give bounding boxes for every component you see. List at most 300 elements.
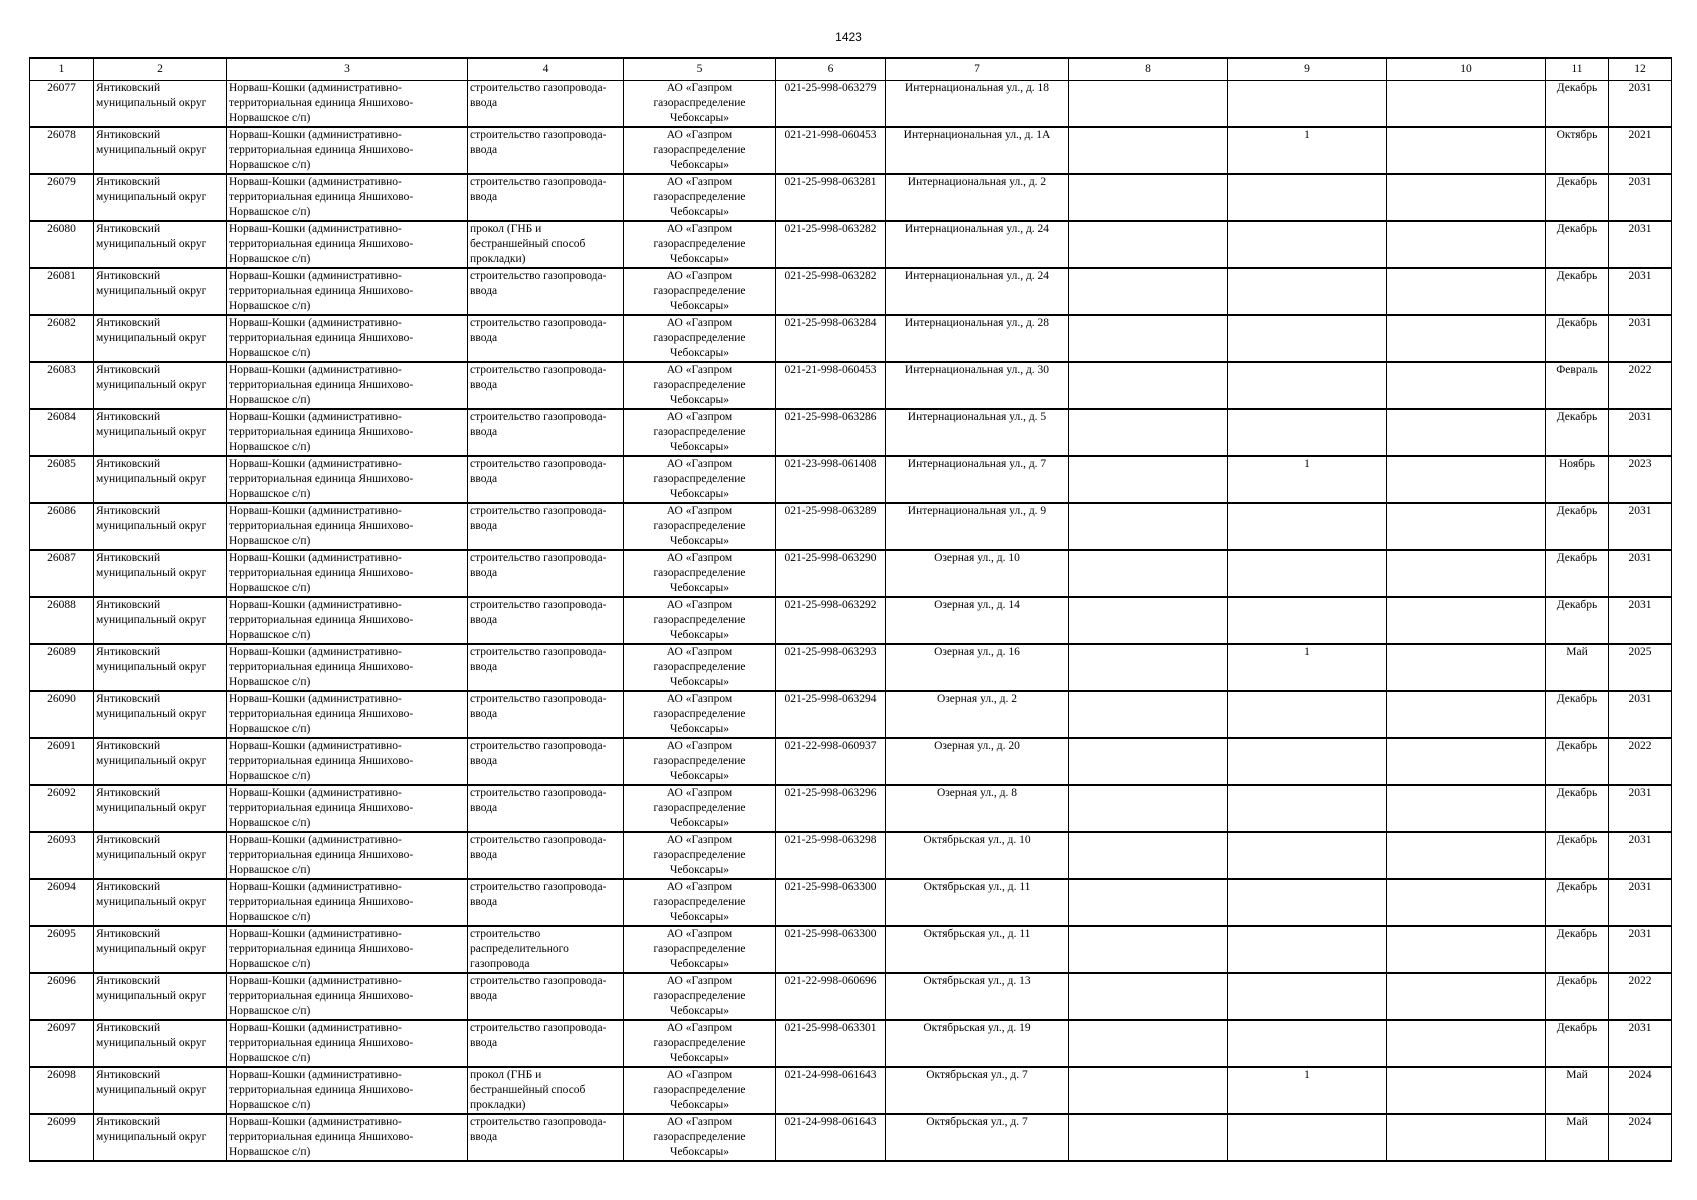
cell-col10: [1387, 503, 1546, 550]
cell-district: Янтиковский муниципальный округ: [94, 738, 227, 785]
cell-col9: [1228, 832, 1387, 879]
cell-month: Декабрь: [1546, 738, 1609, 785]
column-header: 2: [94, 58, 227, 81]
cell-address: Интернациональная ул., д. 5: [886, 409, 1069, 456]
cell-address: Октябрьская ул., д. 11: [886, 926, 1069, 973]
cell-locality: Норваш-Кошки (административно-территориальная единица Яншихово-Норвашское с/п): [227, 1020, 468, 1067]
cell-district: Янтиковский муниципальный округ: [94, 644, 227, 691]
cell-col9: [1228, 597, 1387, 644]
cell-locality: Норваш-Кошки (административно-территориальная единица Яншихово-Норвашское с/п): [227, 691, 468, 738]
cell-month: Декабрь: [1546, 1020, 1609, 1067]
cell-col8: [1069, 879, 1228, 926]
cell-locality: Норваш-Кошки (административно-территориальная единица Яншихово-Норвашское с/п): [227, 456, 468, 503]
cell-col9: [1228, 503, 1387, 550]
cell-year: 2024: [1609, 1067, 1672, 1114]
cell-col8: [1069, 503, 1228, 550]
cell-district: Янтиковский муниципальный округ: [94, 1020, 227, 1067]
cell-month: Декабрь: [1546, 81, 1609, 128]
cell-year: 2031: [1609, 597, 1672, 644]
cell-operator: АО «Газпром газораспределение Чебоксары»: [624, 81, 776, 128]
cell-operator: АО «Газпром газораспределение Чебоксары»: [624, 127, 776, 174]
cell-address: Озерная ул., д. 14: [886, 597, 1069, 644]
cell-id: 26081: [30, 268, 94, 315]
column-header: 5: [624, 58, 776, 81]
cell-operator: АО «Газпром газораспределение Чебоксары»: [624, 597, 776, 644]
cell-work-type: строительство газопровода-ввода: [468, 691, 624, 738]
cell-year: 2022: [1609, 973, 1672, 1020]
cell-address: Озерная ул., д. 8: [886, 785, 1069, 832]
cell-year: 2025: [1609, 644, 1672, 691]
cell-address: Интернациональная ул., д. 18: [886, 81, 1069, 128]
cell-year: 2024: [1609, 1114, 1672, 1161]
column-header: 8: [1069, 58, 1228, 81]
cell-col8: [1069, 550, 1228, 597]
table-row: [30, 738, 1672, 785]
cell-year: 2022: [1609, 738, 1672, 785]
cell-col9: [1228, 221, 1387, 268]
cell-district: Янтиковский муниципальный округ: [94, 879, 227, 926]
cell-year: 2031: [1609, 221, 1672, 268]
cell-address: Октябрьская ул., д. 7: [886, 1114, 1069, 1161]
cell-month: Декабрь: [1546, 691, 1609, 738]
cell-work-type: строительство газопровода-ввода: [468, 832, 624, 879]
cell-district: Янтиковский муниципальный округ: [94, 597, 227, 644]
cell-month: Декабрь: [1546, 785, 1609, 832]
cell-operator: АО «Газпром газораспределение Чебоксары»: [624, 315, 776, 362]
cell-work-type: строительство газопровода-ввода: [468, 738, 624, 785]
cell-address: Октябрьская ул., д. 10: [886, 832, 1069, 879]
cell-object-code: 021-25-998-063301: [776, 1020, 886, 1067]
cell-id: 26089: [30, 644, 94, 691]
cell-locality: Норваш-Кошки (административно-территориальная единица Яншихово-Норвашское с/п): [227, 832, 468, 879]
cell-col9: [1228, 738, 1387, 785]
cell-address: Интернациональная ул., д. 30: [886, 362, 1069, 409]
table-row: [30, 973, 1672, 1020]
cell-id: 26080: [30, 221, 94, 268]
cell-col8: [1069, 456, 1228, 503]
cell-id: 26098: [30, 1067, 94, 1114]
cell-year: 2022: [1609, 362, 1672, 409]
cell-col10: [1387, 315, 1546, 362]
cell-operator: АО «Газпром газораспределение Чебоксары»: [624, 362, 776, 409]
cell-object-code: 021-25-998-063292: [776, 597, 886, 644]
cell-year: 2031: [1609, 691, 1672, 738]
table-row: [30, 127, 1672, 174]
header-row: [30, 58, 1672, 81]
cell-operator: АО «Газпром газораспределение Чебоксары»: [624, 691, 776, 738]
cell-work-type: строительство газопровода-ввода: [468, 268, 624, 315]
cell-col8: [1069, 409, 1228, 456]
cell-address: Озерная ул., д. 2: [886, 691, 1069, 738]
cell-year: 2031: [1609, 81, 1672, 128]
cell-operator: АО «Газпром газораспределение Чебоксары»: [624, 456, 776, 503]
cell-col9: [1228, 691, 1387, 738]
cell-district: Янтиковский муниципальный округ: [94, 81, 227, 128]
cell-col9: [1228, 362, 1387, 409]
cell-year: 2031: [1609, 315, 1672, 362]
cell-object-code: 021-25-998-063296: [776, 785, 886, 832]
cell-address: Интернациональная ул., д. 7: [886, 456, 1069, 503]
cell-col10: [1387, 127, 1546, 174]
cell-col10: [1387, 268, 1546, 315]
cell-locality: Норваш-Кошки (административно-территориальная единица Яншихово-Норвашское с/п): [227, 221, 468, 268]
cell-col8: [1069, 691, 1228, 738]
cell-col10: [1387, 1020, 1546, 1067]
cell-col10: [1387, 550, 1546, 597]
cell-object-code: 021-25-998-063281: [776, 174, 886, 221]
cell-col10: [1387, 81, 1546, 128]
cell-operator: АО «Газпром газораспределение Чебоксары»: [624, 832, 776, 879]
cell-month: Февраль: [1546, 362, 1609, 409]
cell-operator: АО «Газпром газораспределение Чебоксары»: [624, 644, 776, 691]
cell-object-code: 021-25-998-063290: [776, 550, 886, 597]
cell-col9: 1: [1228, 644, 1387, 691]
cell-col10: [1387, 1114, 1546, 1161]
cell-object-code: 021-25-998-063300: [776, 926, 886, 973]
cell-operator: АО «Газпром газораспределение Чебоксары»: [624, 738, 776, 785]
cell-district: Янтиковский муниципальный округ: [94, 503, 227, 550]
cell-year: 2031: [1609, 785, 1672, 832]
cell-id: 26099: [30, 1114, 94, 1161]
cell-district: Янтиковский муниципальный округ: [94, 973, 227, 1020]
cell-year: 2023: [1609, 456, 1672, 503]
cell-year: 2031: [1609, 550, 1672, 597]
cell-id: 26092: [30, 785, 94, 832]
cell-district: Янтиковский муниципальный округ: [94, 832, 227, 879]
cell-work-type: строительство газопровода-ввода: [468, 597, 624, 644]
cell-col9: [1228, 409, 1387, 456]
cell-month: Май: [1546, 1067, 1609, 1114]
cell-col8: [1069, 738, 1228, 785]
cell-month: Декабрь: [1546, 268, 1609, 315]
cell-operator: АО «Газпром газораспределение Чебоксары»: [624, 973, 776, 1020]
column-header: 12: [1609, 58, 1672, 81]
cell-col9: [1228, 879, 1387, 926]
cell-col8: [1069, 127, 1228, 174]
cell-operator: АО «Газпром газораспределение Чебоксары»: [624, 409, 776, 456]
cell-operator: АО «Газпром газораспределение Чебоксары»: [624, 174, 776, 221]
cell-locality: Норваш-Кошки (административно-территориальная единица Яншихово-Норвашское с/п): [227, 597, 468, 644]
cell-id: 26095: [30, 926, 94, 973]
cell-work-type: прокол (ГНБ и бестраншейный способ прокладки): [468, 1067, 624, 1114]
table-row: [30, 691, 1672, 738]
cell-id: 26097: [30, 1020, 94, 1067]
cell-col8: [1069, 785, 1228, 832]
cell-operator: АО «Газпром газораспределение Чебоксары»: [624, 503, 776, 550]
cell-work-type: строительство газопровода-ввода: [468, 550, 624, 597]
table-row: [30, 409, 1672, 456]
column-header: 3: [227, 58, 468, 81]
cell-operator: АО «Газпром газораспределение Чебоксары»: [624, 550, 776, 597]
cell-address: Октябрьская ул., д. 13: [886, 973, 1069, 1020]
cell-object-code: 021-25-998-063284: [776, 315, 886, 362]
table-row: [30, 926, 1672, 973]
cell-col8: [1069, 174, 1228, 221]
cell-district: Янтиковский муниципальный округ: [94, 174, 227, 221]
table-row: [30, 81, 1672, 128]
table-row: [30, 879, 1672, 926]
cell-year: 2031: [1609, 268, 1672, 315]
cell-locality: Норваш-Кошки (административно-территориальная единица Яншихово-Норвашское с/п): [227, 362, 468, 409]
cell-operator: АО «Газпром газораспределение Чебоксары»: [624, 1067, 776, 1114]
cell-work-type: строительство газопровода-ввода: [468, 127, 624, 174]
cell-id: 26091: [30, 738, 94, 785]
cell-object-code: 021-25-998-063279: [776, 81, 886, 128]
cell-id: 26082: [30, 315, 94, 362]
cell-col10: [1387, 174, 1546, 221]
cell-col10: [1387, 362, 1546, 409]
cell-month: Декабрь: [1546, 832, 1609, 879]
column-header: 9: [1228, 58, 1387, 81]
cell-id: 26083: [30, 362, 94, 409]
cell-col9: 1: [1228, 1067, 1387, 1114]
cell-address: Интернациональная ул., д. 9: [886, 503, 1069, 550]
cell-id: 26086: [30, 503, 94, 550]
cell-col9: [1228, 315, 1387, 362]
cell-work-type: строительство газопровода-ввода: [468, 174, 624, 221]
cell-locality: Норваш-Кошки (административно-территориальная единица Яншихово-Норвашское с/п): [227, 174, 468, 221]
cell-work-type: строительство распределительного газопровода: [468, 926, 624, 973]
column-header: 1: [30, 58, 94, 81]
column-header: 6: [776, 58, 886, 81]
cell-work-type: строительство газопровода-ввода: [468, 1020, 624, 1067]
cell-operator: АО «Газпром газораспределение Чебоксары»: [624, 268, 776, 315]
column-header: 10: [1387, 58, 1546, 81]
cell-object-code: 021-25-998-063286: [776, 409, 886, 456]
cell-col8: [1069, 644, 1228, 691]
cell-work-type: строительство газопровода-ввода: [468, 973, 624, 1020]
cell-operator: АО «Газпром газораспределение Чебоксары»: [624, 926, 776, 973]
table-row: [30, 315, 1672, 362]
cell-id: 26093: [30, 832, 94, 879]
cell-work-type: строительство газопровода-ввода: [468, 456, 624, 503]
cell-object-code: 021-21-998-060453: [776, 127, 886, 174]
cell-col8: [1069, 597, 1228, 644]
cell-col9: [1228, 926, 1387, 973]
table-row: [30, 597, 1672, 644]
cell-district: Янтиковский муниципальный округ: [94, 785, 227, 832]
cell-work-type: строительство газопровода-ввода: [468, 503, 624, 550]
cell-col8: [1069, 1114, 1228, 1161]
cell-id: 26084: [30, 409, 94, 456]
cell-address: Октябрьская ул., д. 7: [886, 1067, 1069, 1114]
cell-object-code: 021-25-998-063294: [776, 691, 886, 738]
cell-object-code: 021-25-998-063289: [776, 503, 886, 550]
table-row: [30, 1020, 1672, 1067]
cell-object-code: 021-24-998-061643: [776, 1114, 886, 1161]
cell-id: 26087: [30, 550, 94, 597]
cell-month: Октябрь: [1546, 127, 1609, 174]
cell-object-code: 021-22-998-060937: [776, 738, 886, 785]
cell-object-code: 021-25-998-063293: [776, 644, 886, 691]
cell-id: 26085: [30, 456, 94, 503]
cell-col9: [1228, 550, 1387, 597]
cell-year: 2031: [1609, 832, 1672, 879]
cell-address: Октябрьская ул., д. 11: [886, 879, 1069, 926]
cell-col10: [1387, 785, 1546, 832]
cell-district: Янтиковский муниципальный округ: [94, 456, 227, 503]
cell-year: 2031: [1609, 879, 1672, 926]
cell-operator: АО «Газпром газораспределение Чебоксары»: [624, 879, 776, 926]
cell-work-type: прокол (ГНБ и бестраншейный способ прокладки): [468, 221, 624, 268]
cell-work-type: строительство газопровода-ввода: [468, 785, 624, 832]
cell-address: Озерная ул., д. 20: [886, 738, 1069, 785]
cell-locality: Норваш-Кошки (административно-территориальная единица Яншихово-Норвашское с/п): [227, 926, 468, 973]
cell-locality: Норваш-Кошки (административно-территориальная единица Яншихово-Норвашское с/п): [227, 1114, 468, 1161]
cell-col9: [1228, 973, 1387, 1020]
table-row: [30, 644, 1672, 691]
cell-month: Декабрь: [1546, 503, 1609, 550]
cell-col9: [1228, 1020, 1387, 1067]
cell-id: 26077: [30, 81, 94, 128]
cell-district: Янтиковский муниципальный округ: [94, 1114, 227, 1161]
cell-col9: [1228, 785, 1387, 832]
cell-col8: [1069, 832, 1228, 879]
cell-work-type: строительство газопровода-ввода: [468, 409, 624, 456]
cell-month: Декабрь: [1546, 597, 1609, 644]
cell-month: Декабрь: [1546, 879, 1609, 926]
cell-col9: [1228, 268, 1387, 315]
cell-district: Янтиковский муниципальный округ: [94, 315, 227, 362]
table-body: [30, 81, 1672, 1162]
cell-locality: Норваш-Кошки (административно-территориальная единица Яншихово-Норвашское с/п): [227, 879, 468, 926]
cell-col8: [1069, 81, 1228, 128]
table-row: [30, 362, 1672, 409]
cell-work-type: строительство газопровода-ввода: [468, 362, 624, 409]
cell-district: Янтиковский муниципальный округ: [94, 691, 227, 738]
cell-month: Май: [1546, 644, 1609, 691]
cell-col10: [1387, 456, 1546, 503]
cell-year: 2031: [1609, 409, 1672, 456]
cell-col10: [1387, 221, 1546, 268]
cell-address: Интернациональная ул., д. 28: [886, 315, 1069, 362]
registry-table: [29, 57, 1672, 1162]
cell-work-type: строительство газопровода-ввода: [468, 644, 624, 691]
table-row: [30, 550, 1672, 597]
cell-col9: 1: [1228, 127, 1387, 174]
cell-locality: Норваш-Кошки (административно-территориальная единица Яншихово-Норвашское с/п): [227, 268, 468, 315]
cell-id: 26079: [30, 174, 94, 221]
cell-col10: [1387, 644, 1546, 691]
cell-year: 2031: [1609, 926, 1672, 973]
cell-district: Янтиковский муниципальный округ: [94, 1067, 227, 1114]
cell-month: Декабрь: [1546, 221, 1609, 268]
cell-col8: [1069, 315, 1228, 362]
cell-year: 2031: [1609, 503, 1672, 550]
cell-operator: АО «Газпром газораспределение Чебоксары»: [624, 221, 776, 268]
cell-address: Интернациональная ул., д. 24: [886, 268, 1069, 315]
cell-id: 26090: [30, 691, 94, 738]
cell-object-code: 021-21-998-060453: [776, 362, 886, 409]
table-row: [30, 503, 1672, 550]
cell-col8: [1069, 926, 1228, 973]
page-number: 1423: [835, 30, 862, 44]
cell-object-code: 021-24-998-061643: [776, 1067, 886, 1114]
cell-work-type: строительство газопровода-ввода: [468, 1114, 624, 1161]
cell-district: Янтиковский муниципальный округ: [94, 362, 227, 409]
table-row: [30, 1067, 1672, 1114]
cell-month: Декабрь: [1546, 409, 1609, 456]
cell-district: Янтиковский муниципальный округ: [94, 550, 227, 597]
cell-month: Декабрь: [1546, 926, 1609, 973]
cell-year: 2031: [1609, 1020, 1672, 1067]
cell-col8: [1069, 268, 1228, 315]
cell-col8: [1069, 221, 1228, 268]
cell-col9: [1228, 174, 1387, 221]
cell-object-code: 021-22-998-060696: [776, 973, 886, 1020]
cell-year: 2021: [1609, 127, 1672, 174]
cell-col10: [1387, 973, 1546, 1020]
cell-object-code: 021-25-998-063282: [776, 268, 886, 315]
cell-locality: Норваш-Кошки (административно-территориальная единица Яншихово-Норвашское с/п): [227, 738, 468, 785]
cell-col9: 1: [1228, 456, 1387, 503]
cell-address: Интернациональная ул., д. 1А: [886, 127, 1069, 174]
cell-col10: [1387, 597, 1546, 644]
column-header: 11: [1546, 58, 1609, 81]
cell-id: 26096: [30, 973, 94, 1020]
column-header: 4: [468, 58, 624, 81]
cell-district: Янтиковский муниципальный округ: [94, 409, 227, 456]
table-row: [30, 456, 1672, 503]
cell-col10: [1387, 691, 1546, 738]
cell-object-code: 021-25-998-063282: [776, 221, 886, 268]
cell-month: Декабрь: [1546, 550, 1609, 597]
cell-month: Декабрь: [1546, 973, 1609, 1020]
cell-col8: [1069, 1067, 1228, 1114]
cell-object-code: 021-25-998-063300: [776, 879, 886, 926]
cell-col10: [1387, 926, 1546, 973]
table-row: [30, 785, 1672, 832]
cell-month: Декабрь: [1546, 315, 1609, 362]
cell-locality: Норваш-Кошки (административно-территориальная единица Яншихово-Норвашское с/п): [227, 81, 468, 128]
cell-work-type: строительство газопровода-ввода: [468, 81, 624, 128]
cell-locality: Норваш-Кошки (административно-территориальная единица Яншихово-Норвашское с/п): [227, 644, 468, 691]
cell-id: 26088: [30, 597, 94, 644]
cell-work-type: строительство газопровода-ввода: [468, 315, 624, 362]
cell-locality: Норваш-Кошки (административно-территориальная единица Яншихово-Норвашское с/п): [227, 1067, 468, 1114]
cell-locality: Норваш-Кошки (административно-территориальная единица Яншихово-Норвашское с/п): [227, 315, 468, 362]
cell-col10: [1387, 1067, 1546, 1114]
cell-object-code: 021-25-998-063298: [776, 832, 886, 879]
cell-address: Октябрьская ул., д. 19: [886, 1020, 1069, 1067]
cell-col9: [1228, 1114, 1387, 1161]
table-row: [30, 268, 1672, 315]
table-row: [30, 1114, 1672, 1161]
cell-col8: [1069, 362, 1228, 409]
cell-locality: Норваш-Кошки (административно-территориальная единица Яншихово-Норвашское с/п): [227, 973, 468, 1020]
cell-address: Интернациональная ул., д. 2: [886, 174, 1069, 221]
cell-col10: [1387, 832, 1546, 879]
cell-address: Интернациональная ул., д. 24: [886, 221, 1069, 268]
cell-district: Янтиковский муниципальный округ: [94, 221, 227, 268]
cell-locality: Норваш-Кошки (административно-территориальная единица Яншихово-Норвашское с/п): [227, 785, 468, 832]
cell-locality: Норваш-Кошки (административно-территориальная единица Яншихово-Норвашское с/п): [227, 550, 468, 597]
cell-locality: Норваш-Кошки (административно-территориальная единица Яншихово-Норвашское с/п): [227, 127, 468, 174]
cell-year: 2031: [1609, 174, 1672, 221]
table-row: [30, 832, 1672, 879]
cell-object-code: 021-23-998-061408: [776, 456, 886, 503]
cell-locality: Норваш-Кошки (административно-территориальная единица Яншихово-Норвашское с/п): [227, 503, 468, 550]
cell-address: Озерная ул., д. 16: [886, 644, 1069, 691]
cell-col10: [1387, 738, 1546, 785]
cell-district: Янтиковский муниципальный округ: [94, 127, 227, 174]
column-header: 7: [886, 58, 1069, 81]
cell-month: Май: [1546, 1114, 1609, 1161]
cell-id: 26094: [30, 879, 94, 926]
cell-operator: АО «Газпром газораспределение Чебоксары»: [624, 1114, 776, 1161]
cell-district: Янтиковский муниципальный округ: [94, 268, 227, 315]
cell-locality: Норваш-Кошки (административно-территориальная единица Яншихово-Норвашское с/п): [227, 409, 468, 456]
